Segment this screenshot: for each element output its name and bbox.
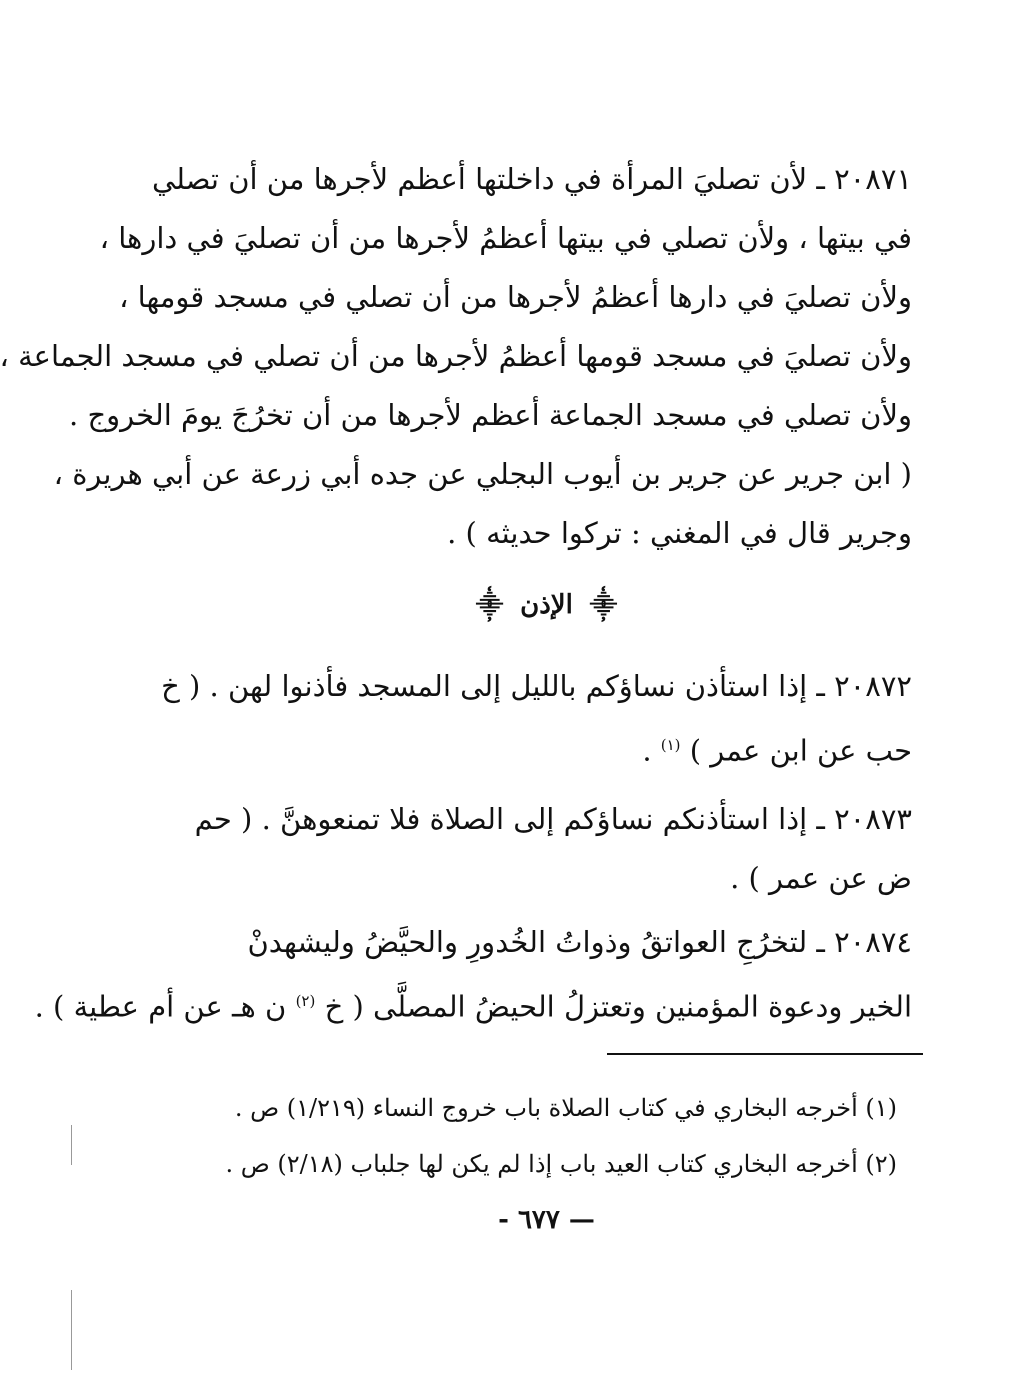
text-line xyxy=(34,972,912,1037)
text-segment: ن هـ عن أم عطية ) . xyxy=(34,989,287,1024)
hadith-entry-20873 xyxy=(194,790,912,908)
footnote-separator xyxy=(607,1053,923,1055)
text-line: ولأن تصليَ في مسجد قومها أعظمُ لأجرها من أن تصلي في مسجد الجماعة ، xyxy=(0,339,912,373)
footnote-1: (١) أخرجه البخاري في كتاب الصلاة باب خروج النساء (١/٢١٩) ص . xyxy=(234,1094,897,1122)
text-line: في بيتها ، ولأن تصلي في بيتها أعظمُ لأجرها من أن تصليَ في دارها ، xyxy=(99,221,912,255)
hadith-entry-20872 xyxy=(161,657,912,781)
section-heading-label: الإذن xyxy=(520,590,573,620)
hadith-entry-20874 xyxy=(34,913,912,1037)
scan-margin-mark xyxy=(71,1290,72,1370)
text-line: ( ابن جرير عن جرير بن أيوب البجلي عن جده أبي زرعة عن أبي هريرة ، xyxy=(53,457,912,491)
scan-margin-mark xyxy=(71,1125,72,1165)
text-line: ٢٠٨٧٤ ـ لتخرُجِ العواتقُ وذواتُ الخُدورِ والحيَّضُ وليشهدنْ xyxy=(247,925,912,959)
ornament-icon: ⸎ xyxy=(589,591,618,621)
text-line: ولأن تصلي في مسجد الجماعة أعظم لأجرها من أن تخرُجَ يومَ الخروج . xyxy=(69,398,912,432)
text-line: ٢٠٨٧١ ـ لأن تصليَ المرأة في داخلتها أعظم لأجرها من أن تصلي xyxy=(151,162,912,196)
text-line: وجرير قال في المغني : تركوا حديثه ) . xyxy=(447,516,912,550)
page-number: — ٦٧٧ - xyxy=(498,1205,595,1235)
text-segment: حب عن ابن عمر ) xyxy=(689,733,912,768)
text-line: ٢٠٨٧٢ ـ إذا استأذن نساؤكم بالليل إلى المسجد فأذنوا لهن . ( خ xyxy=(161,669,912,703)
footnote-ref: (١) xyxy=(660,736,681,754)
text-line xyxy=(207,716,912,781)
text-segment: الخير ودعوة المؤمنين وتعتزلُ الحيضُ المصلَّى ( خ xyxy=(324,989,912,1024)
text-line: ولأن تصليَ في دارها أعظمُ لأجرها من أن تصلي في مسجد قومها ، xyxy=(119,280,912,314)
footnote-ref: (٢) xyxy=(295,992,316,1010)
footnotes xyxy=(217,1080,897,1192)
footnote-2: (٢) أخرجه البخاري كتاب العيد باب إذا لم يكن لها جلباب (٢/١٨) ص . xyxy=(225,1150,897,1178)
text-line: ض عن عمر ) . xyxy=(730,861,912,895)
hadith-entry-20871 xyxy=(0,150,912,563)
section-heading xyxy=(67,580,1026,630)
text-line: ٢٠٨٧٣ ـ إذا استأذنكم نساؤكم إلى الصلاة فلا تمنعوهنَّ . ( حم xyxy=(194,802,912,836)
text-segment: . xyxy=(642,733,661,768)
ornament-icon: ⸎ xyxy=(475,591,504,621)
